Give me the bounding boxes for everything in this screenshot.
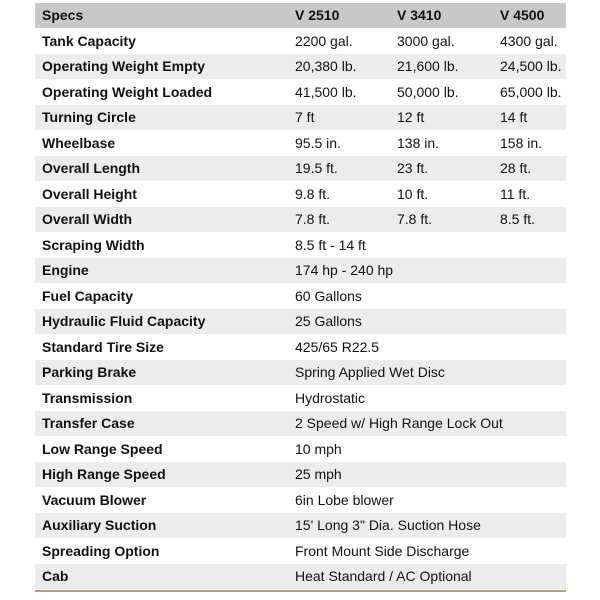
spec-label: Standard Tire Size xyxy=(35,334,288,360)
table-row xyxy=(35,538,566,564)
table-row xyxy=(35,232,566,258)
spec-value: 7.8 ft. xyxy=(288,206,390,232)
table-row xyxy=(35,410,566,436)
spec-value: 95.5 in. xyxy=(288,130,390,156)
header-v2510: V 2510 xyxy=(295,7,340,24)
spec-value: 25 mph xyxy=(288,461,566,487)
spec-label: Overall Width xyxy=(35,206,288,232)
spec-label: Operating Weight Loaded xyxy=(35,79,288,105)
spec-label: Hydraulic Fluid Capacity xyxy=(35,308,288,334)
bottom-rule xyxy=(35,590,566,592)
spec-label: Wheelbase xyxy=(35,130,288,156)
table-row xyxy=(35,487,566,513)
table-row xyxy=(35,461,566,487)
spec-value: Hydrostatic xyxy=(288,385,566,411)
spec-value: 7.8 ft. xyxy=(390,206,493,232)
spec-value: Spring Applied Wet Disc xyxy=(288,359,566,385)
spec-label: Auxiliary Suction xyxy=(35,512,288,538)
spec-label: Low Range Speed xyxy=(35,436,288,462)
table-row xyxy=(35,359,566,385)
spec-value: 19.5 ft. xyxy=(288,155,390,181)
table-row xyxy=(35,257,566,283)
specs-body xyxy=(35,28,566,589)
spec-value: 158 in. xyxy=(493,130,566,156)
table-row xyxy=(35,130,566,156)
header-v3410: V 3410 xyxy=(397,7,442,24)
spec-label: Cab xyxy=(35,563,288,589)
spec-value: 20,380 lb. xyxy=(288,53,390,79)
spec-value: 65,000 lb. xyxy=(493,79,566,105)
spec-label: Parking Brake xyxy=(35,359,288,385)
spec-label: Overall Length xyxy=(35,155,288,181)
specs-table xyxy=(35,3,566,589)
spec-value: 24,500 lb. xyxy=(493,53,566,79)
spec-value: 23 ft. xyxy=(390,155,493,181)
spec-value: 2 Speed w/ High Range Lock Out xyxy=(288,410,566,436)
table-row xyxy=(35,155,566,181)
table-row xyxy=(35,436,566,462)
spec-value: 11 ft. xyxy=(493,181,566,207)
table-row xyxy=(35,181,566,207)
spec-value: 10 mph xyxy=(288,436,566,462)
table-row xyxy=(35,385,566,411)
table-row xyxy=(35,283,566,309)
spec-value: 50,000 lb. xyxy=(390,79,493,105)
spec-label: Transmission xyxy=(35,385,288,411)
spec-label: Engine xyxy=(35,257,288,283)
spec-value: 174 hp - 240 hp xyxy=(288,257,566,283)
spec-value: 4300 gal. xyxy=(493,28,566,54)
spec-label: Fuel Capacity xyxy=(35,283,288,309)
spec-value: 14 ft xyxy=(493,104,566,130)
spec-label: Transfer Case xyxy=(35,410,288,436)
table-row xyxy=(35,512,566,538)
table-row xyxy=(35,104,566,130)
table-row xyxy=(35,334,566,360)
spec-value: 41,500 lb. xyxy=(288,79,390,105)
spec-label: High Range Speed xyxy=(35,461,288,487)
table-row xyxy=(35,28,566,54)
table-row xyxy=(35,308,566,334)
table-row xyxy=(35,53,566,79)
spec-value: 138 in. xyxy=(390,130,493,156)
spec-value: 8.5 ft. xyxy=(493,206,566,232)
spec-value: Front Mount Side Discharge xyxy=(288,538,566,564)
spec-value: 15' Long 3" Dia. Suction Hose xyxy=(288,512,566,538)
header-row xyxy=(35,3,566,28)
spec-value: 425/65 R22.5 xyxy=(288,334,566,360)
spec-value: 21,600 lb. xyxy=(390,53,493,79)
spec-value: 25 Gallons xyxy=(288,308,566,334)
header-specs: Specs xyxy=(42,7,84,24)
table-row xyxy=(35,79,566,105)
spec-label: Vacuum Blower xyxy=(35,487,288,513)
header-v4500: V 4500 xyxy=(500,7,545,24)
spec-value: 3000 gal. xyxy=(390,28,493,54)
table-row xyxy=(35,563,566,589)
spec-label: Operating Weight Empty xyxy=(35,53,288,79)
spec-label: Tank Capacity xyxy=(35,28,288,54)
spec-value: 28 ft. xyxy=(493,155,566,181)
spec-value: 10 ft. xyxy=(390,181,493,207)
spec-value: Heat Standard / AC Optional xyxy=(288,563,566,589)
spec-value: 6in Lobe blower xyxy=(288,487,566,513)
spec-value: 7 ft xyxy=(288,104,390,130)
spec-label: Turning Circle xyxy=(35,104,288,130)
spec-value: 2200 gal. xyxy=(288,28,390,54)
spec-label: Scraping Width xyxy=(35,232,288,258)
table-row xyxy=(35,206,566,232)
spec-value: 12 ft xyxy=(390,104,493,130)
spec-value: 60 Gallons xyxy=(288,283,566,309)
spec-label: Spreading Option xyxy=(35,538,288,564)
spec-value: 9.8 ft. xyxy=(288,181,390,207)
spec-label: Overall Height xyxy=(35,181,288,207)
spec-value: 8.5 ft - 14 ft xyxy=(288,232,566,258)
